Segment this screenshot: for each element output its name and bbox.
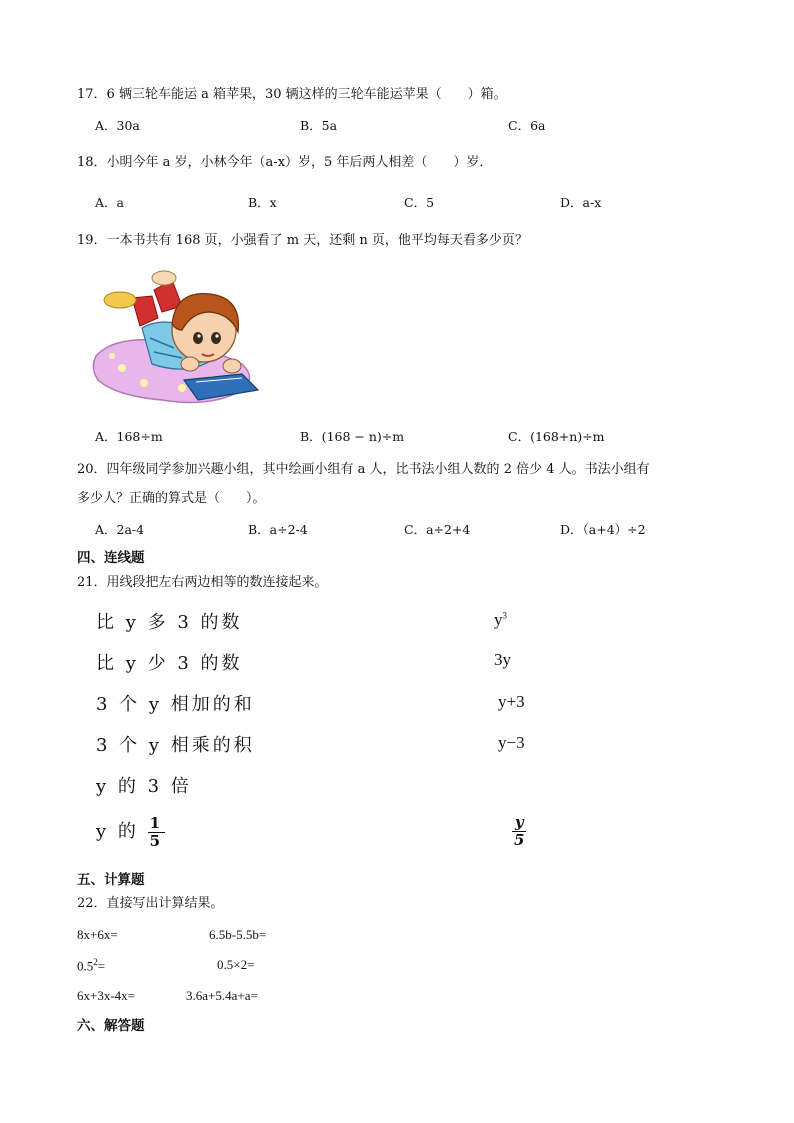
fraction-numerator: y	[512, 814, 526, 832]
q20-option-d: D．（a+4）÷2	[560, 522, 646, 537]
calc-item: 0.5×2=	[217, 957, 255, 972]
q20-option-c: C．a÷2+4	[404, 522, 471, 537]
calc-item: 8x+6x=	[77, 927, 118, 942]
q17-option-b: B．5a	[300, 118, 338, 133]
match-right-item[interactable]: 3y	[494, 650, 511, 669]
match-right-y-cubed[interactable]	[494, 610, 507, 630]
q17-option-a: A．30a	[95, 118, 140, 133]
section-heading-4: 四、连线题	[77, 550, 145, 566]
q22-text: 22．直接写出计算结果。	[77, 896, 224, 911]
child-reading-illustration	[92, 268, 262, 416]
match-left-item[interactable]: 比 y 少 3 的数	[96, 653, 243, 674]
fraction-numerator: 1	[149, 814, 164, 832]
q20-text-line1: 20．四年级同学参加兴趣小组，其中绘画小组有 a 人，比书法小组人数的 2 倍少 4 人。书法小组有	[77, 462, 650, 477]
q18-text: 18．小明今年 a 岁，小林今年（a-x）岁，5 年后两人相差（ ）岁．	[77, 155, 493, 170]
q17-text: 17．6 辆三轮车能运 a 箱苹果，30 辆这样的三轮车能运苹果（ ）箱。	[77, 87, 507, 102]
q17-option-c: C．6a	[508, 118, 546, 133]
match-right-item[interactable]: y−3	[498, 733, 525, 752]
power-base: 0.5	[77, 958, 94, 974]
section-heading-6: 六、解答题	[77, 1018, 145, 1034]
q19-option-b: B．(168 − n)÷m	[300, 429, 405, 444]
q18-option-a: A．a	[95, 195, 124, 210]
calc-item-power	[77, 957, 105, 974]
q18-option-b: B．x	[248, 195, 277, 210]
q18-option-d: D．a-x	[560, 195, 602, 210]
q19-option-c: C．(168+n)÷m	[508, 429, 605, 444]
power-exponent: 3	[502, 610, 507, 621]
equals-sign: =	[97, 958, 106, 974]
q21-text: 21．用线段把左右两边相等的数连接起来。	[77, 575, 328, 590]
fraction-denominator: 5	[514, 830, 525, 849]
q20-option-b: B．a÷2-4	[248, 522, 308, 537]
match-left-prefix: y 的	[96, 821, 139, 842]
q20-option-a: A．2a-4	[95, 522, 145, 537]
match-left-item[interactable]: y 的 3 倍	[96, 776, 192, 797]
match-left-item[interactable]: 比 y 多 3 的数	[96, 612, 243, 633]
match-right-item[interactable]: y+3	[498, 692, 525, 711]
match-left-item[interactable]: 3 个 y 相加的和	[96, 694, 255, 715]
calc-item: 6x+3x-4x=	[77, 988, 135, 1003]
power-base: y	[494, 610, 503, 629]
power-exponent: 2	[93, 957, 98, 967]
q19-option-a: A．168÷m	[95, 429, 163, 444]
calc-item: 6.5b-5.5b=	[209, 927, 267, 942]
q19-text: 19．一本书共有 168 页，小强看了 m 天，还剩 n 页，他平均每天看多少页？	[77, 233, 528, 248]
match-right-fraction[interactable]	[512, 814, 526, 848]
fraction-y-over-five	[512, 814, 526, 848]
fraction-denominator: 5	[149, 831, 164, 850]
section-heading-5: 五、计算题	[77, 872, 145, 888]
q20-text-line2: 多少人？正确的算式是（ ）。	[77, 491, 266, 506]
q18-option-c: C．5	[404, 195, 435, 210]
match-left-item-fraction[interactable]	[96, 815, 165, 849]
match-left-item[interactable]: 3 个 y 相乘的积	[96, 735, 255, 756]
fraction-one-fifth	[148, 815, 165, 849]
calc-item: 3.6a+5.4a+a=	[186, 988, 258, 1003]
